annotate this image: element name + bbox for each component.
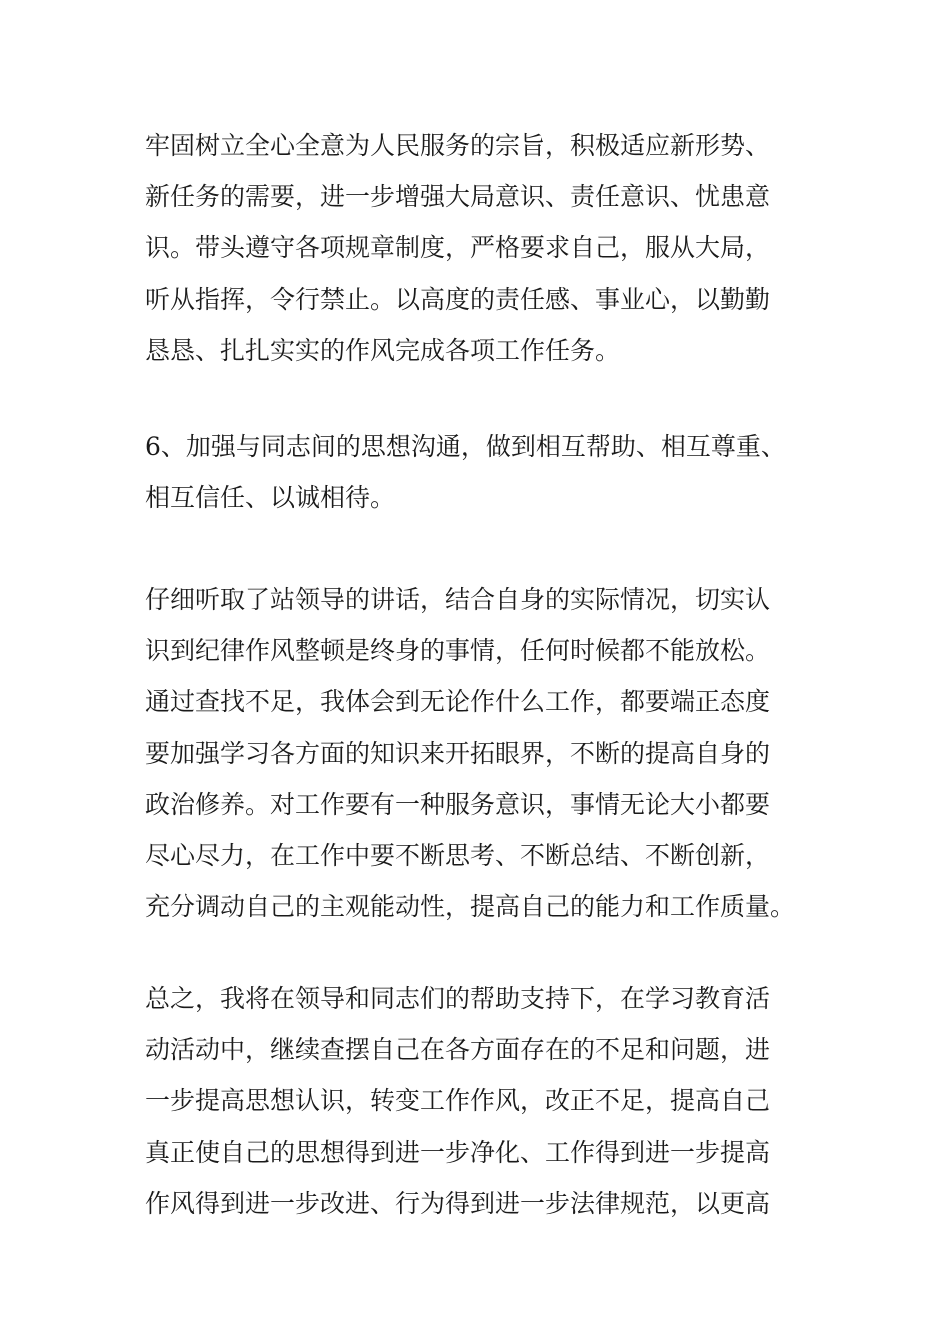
text-line: 动活动中，继续查摆自己在各方面存在的不足和问题，进 — [145, 1035, 771, 1065]
text-line: 识到纪律作风整顿是终身的事情，任何时候都不能放松。 — [145, 636, 771, 666]
paragraph-item-6 — [145, 421, 825, 523]
text-line: 仔细听取了站领导的讲话，结合自身的实际情况，切实认 — [145, 585, 771, 614]
text-line: 识。带头遵守各项规章制度，严格要求自己，服从大局， — [145, 233, 771, 263]
text-line: 通过查找不足，我体会到无论作什么工作，都要端正态度 — [145, 687, 771, 717]
text-line: 听从指挥，令行禁止。以高度的责任感、事业心，以勤勤 — [145, 284, 771, 314]
text-line: 6、加强与同志间的思想沟通，做到相互帮助、相互尊重、 — [145, 432, 786, 461]
text-line: 尽心尽力，在工作中要不断思考、不断总结、不断创新， — [145, 840, 771, 870]
text-line: 总之，我将在领导和同志们的帮助支持下，在学习教育活 — [145, 984, 771, 1013]
text-line: 作风得到进一步改进、行为得到进一步法律规范，以更高 — [145, 1188, 771, 1218]
text-line: 相互信任、以诚相待。 — [145, 483, 396, 513]
text-line: 恳恳、扎扎实实的作风完成各项工作任务。 — [145, 335, 621, 365]
text-line: 新任务的需要，进一步增强大局意识、责任意识、忧患意 — [145, 182, 771, 212]
paragraph-commitment — [145, 120, 825, 376]
text-line: 政治修养。对工作要有一种服务意识，事情无论大小都要 — [145, 789, 771, 819]
text-line: 要加强学习各方面的知识来开拓眼界，不断的提高自身的 — [145, 738, 771, 768]
text-line: 充分调动自己的主观能动性，提高自己的能力和工作质量。 — [145, 892, 796, 922]
text-line: 牢固树立全心全意为人民服务的宗旨，积极适应新形势、 — [145, 131, 771, 160]
text-line: 一步提高思想认识，转变工作作风，改正不足，提高自己 — [145, 1086, 771, 1116]
paragraph-conclusion — [145, 973, 825, 1229]
text-line: 真正使自己的思想得到进一步净化、工作得到进一步提高 — [145, 1137, 771, 1167]
paragraph-reflection — [145, 574, 825, 932]
